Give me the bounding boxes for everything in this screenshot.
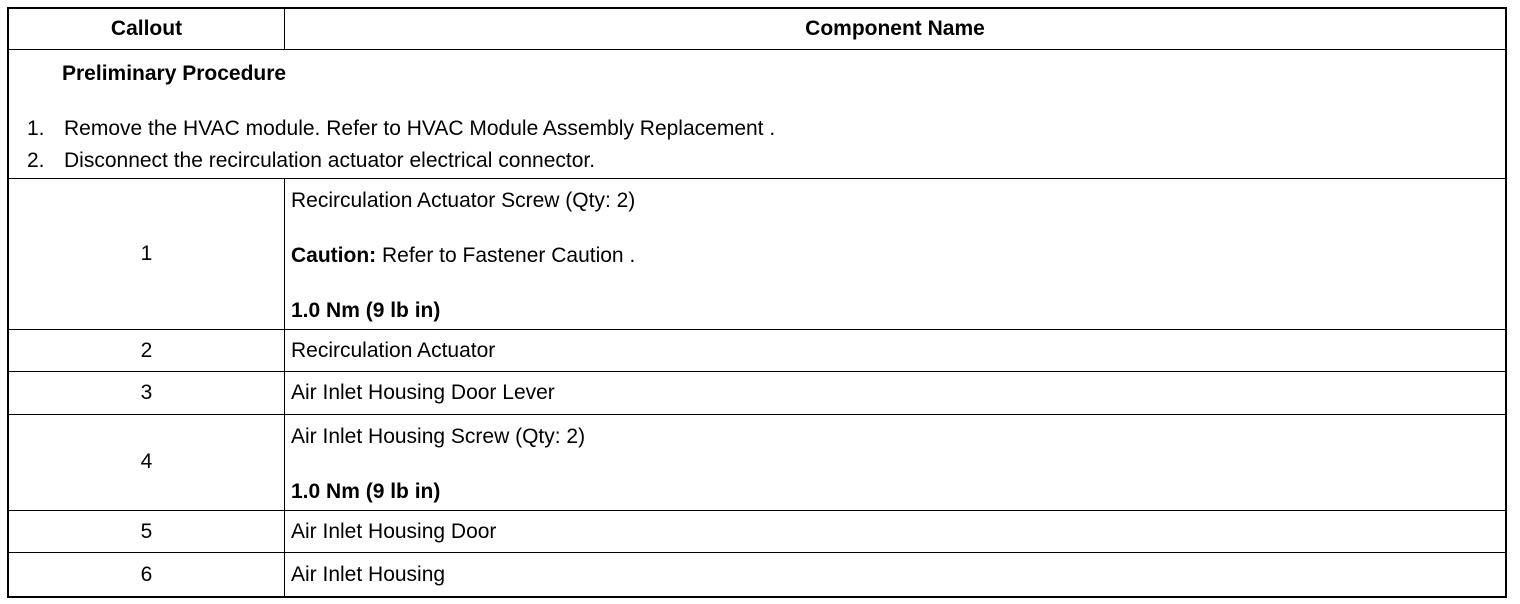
- component-table: [7, 7, 1507, 598]
- callout-number: 3: [9, 372, 285, 414]
- procedure-step: [27, 149, 595, 173]
- table-row: [9, 510, 1505, 553]
- table-row: [9, 178, 1505, 328]
- callout-number: 5: [9, 511, 285, 553]
- torque-spec: 1.0 Nm (9 lb in): [291, 299, 441, 323]
- step-text: Remove the HVAC module. Refer to HVAC Module Assembly Replacement .: [64, 116, 776, 140]
- step-text: Disconnect the recirculation actuator electrical connector.: [64, 148, 596, 172]
- table-row: [9, 329, 1505, 372]
- caution-text: Refer to Fastener Caution .: [376, 244, 636, 268]
- table-row: [9, 552, 1505, 596]
- component-cell: [285, 179, 1505, 328]
- callout-number: 2: [9, 330, 285, 372]
- component-name: Air Inlet Housing Door: [291, 519, 497, 543]
- step-number: 1.: [27, 116, 45, 140]
- table-row: [9, 371, 1505, 414]
- callout-number: 4: [9, 415, 285, 510]
- preliminary-procedure: [9, 49, 1505, 179]
- step-number: 2.: [27, 148, 45, 172]
- caution-label: Caution:: [291, 244, 377, 268]
- table-row: [9, 414, 1505, 510]
- component-name: Recirculation Actuator: [291, 338, 496, 362]
- table-header-row: [9, 9, 1505, 49]
- component-cell: [285, 415, 1505, 510]
- callout-number: 6: [9, 553, 285, 596]
- component-name: Recirculation Actuator Screw (Qty: 2): [291, 189, 636, 213]
- preliminary-procedure-title: Preliminary Procedure: [62, 61, 287, 85]
- header-component-name: Component Name: [805, 16, 985, 40]
- callout-number: 1: [9, 179, 285, 328]
- header-callout: Callout: [9, 9, 285, 49]
- caution-note: [291, 244, 635, 268]
- component-name: Air Inlet Housing Screw (Qty: 2): [291, 424, 586, 448]
- procedure-step: [27, 117, 775, 141]
- component-name: Air Inlet Housing: [291, 562, 446, 586]
- component-name: Air Inlet Housing Door Lever: [291, 381, 555, 405]
- torque-spec: 1.0 Nm (9 lb in): [291, 479, 441, 503]
